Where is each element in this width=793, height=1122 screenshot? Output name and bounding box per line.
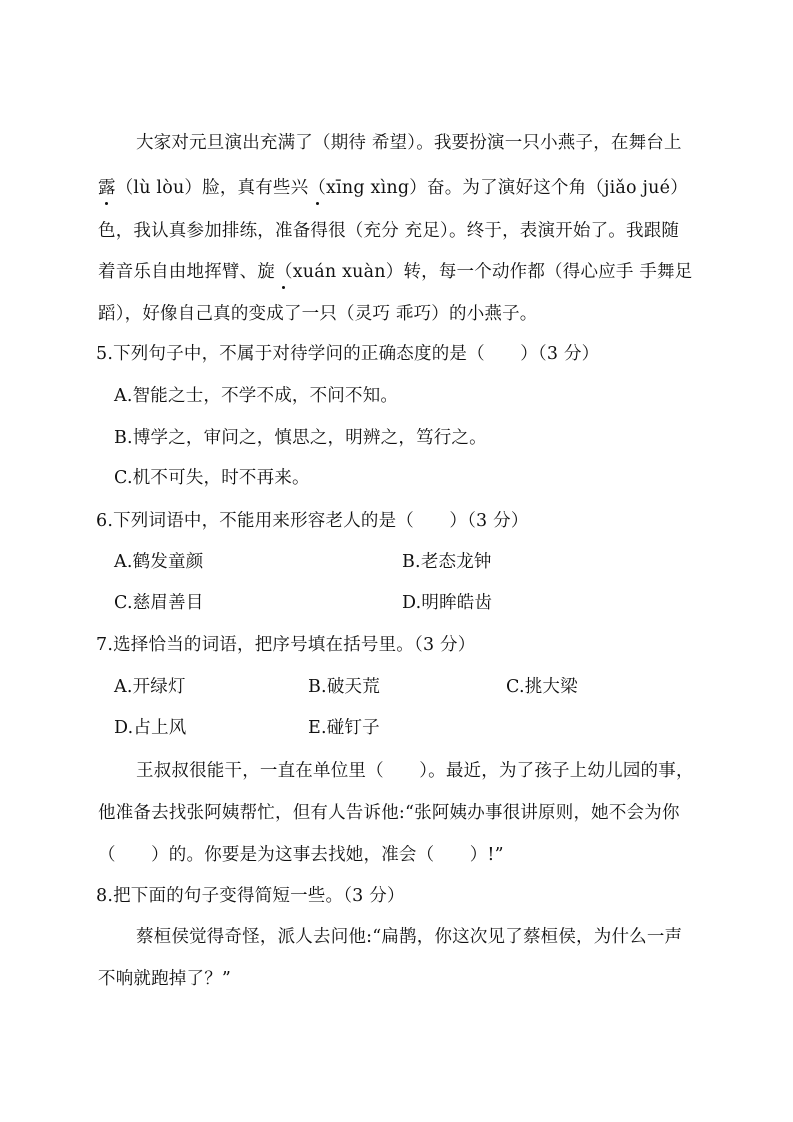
passage-line-1: 大家对元旦演出充满了（期待 希望）。我要扮演一只小燕子，在舞台上 [136, 133, 682, 153]
question-6-stem: 6.下列词语中，不能用来形容老人的是（ ）（3 分） [96, 511, 529, 531]
question-8-sentence-line-2: 不响就跑掉了？” [98, 969, 232, 989]
question-7-stem: 7.选择恰当的词语，把序号填在括号里。（3 分） [96, 635, 476, 655]
question-8-stem: 8.把下面的句子变得简短一些。（3 分） [96, 886, 405, 906]
passage-line-5: 蹈），好像自己真的变成了一只（灵巧 乖巧）的小燕子。 [98, 304, 538, 324]
question-7-option-a: A.开绿灯 [114, 677, 186, 697]
question-7-paragraph-line-2: 他准备去找张阿姨帮忙，但有人告诉他:“张阿姨办事很讲原则，她不会为你 [98, 803, 680, 823]
question-7-option-d: D.占上风 [114, 718, 187, 738]
passage-text: 着音乐自由地挥臂、旋 [98, 262, 275, 282]
question-5-option-c: C.机不可失，时不再来。 [114, 468, 310, 488]
dotted-char: （ [275, 262, 293, 282]
passage-line-3: 色，我认真参加排练，准备得很（充分 充足）。终于，表演开始了。我跟随 [98, 221, 680, 241]
passage-text: （jiǎo jué） [586, 178, 688, 198]
question-6-option-d: D.明眸皓齿 [402, 593, 493, 613]
question-6-option-c: C.慈眉善目 [114, 593, 204, 613]
question-7-paragraph-line-3: （ ）的。你要是为这事去找她，准会（ ）!” [98, 845, 504, 865]
question-7-paragraph-line-1: 王叔叔很能干，一直在单位里（ ）。最近，为了孩子上幼儿园的事， [136, 761, 694, 781]
passage-text: （lù lòu）脸，真有些兴 [115, 178, 309, 198]
dotted-char: 露 [98, 178, 116, 198]
question-7-option-e: E.碰钉子 [308, 718, 380, 738]
dotted-char: （ [308, 178, 327, 198]
passage-text: xīng xìng）奋。为了演好这个角 [326, 178, 587, 198]
passage-line-2 [98, 176, 688, 200]
question-5-stem: 5.下列句子中，不属于对待学问的正确态度的是（ ）（3 分） [96, 344, 600, 364]
passage-text: xuán xuàn）转，每一个动作都（得心应手 手舞足 [292, 262, 693, 282]
passage-line-4 [98, 260, 692, 284]
question-8-sentence-line-1: 蔡桓侯觉得奇怪，派人去问他:“扁鹊，你这次见了蔡桓侯，为什么一声 [136, 927, 683, 947]
question-6-option-b: B.老态龙钟 [402, 552, 492, 572]
question-5-option-b: B.博学之，审问之，慎思之，明辨之，笃行之。 [114, 428, 487, 448]
question-5-option-a: A.智能之士，不学不成，不问不知。 [114, 386, 399, 406]
question-7-option-c: C.挑大梁 [506, 677, 578, 697]
question-6-option-a: A.鹤发童颜 [114, 552, 204, 572]
question-7-option-b: B.破天荒 [308, 677, 380, 697]
